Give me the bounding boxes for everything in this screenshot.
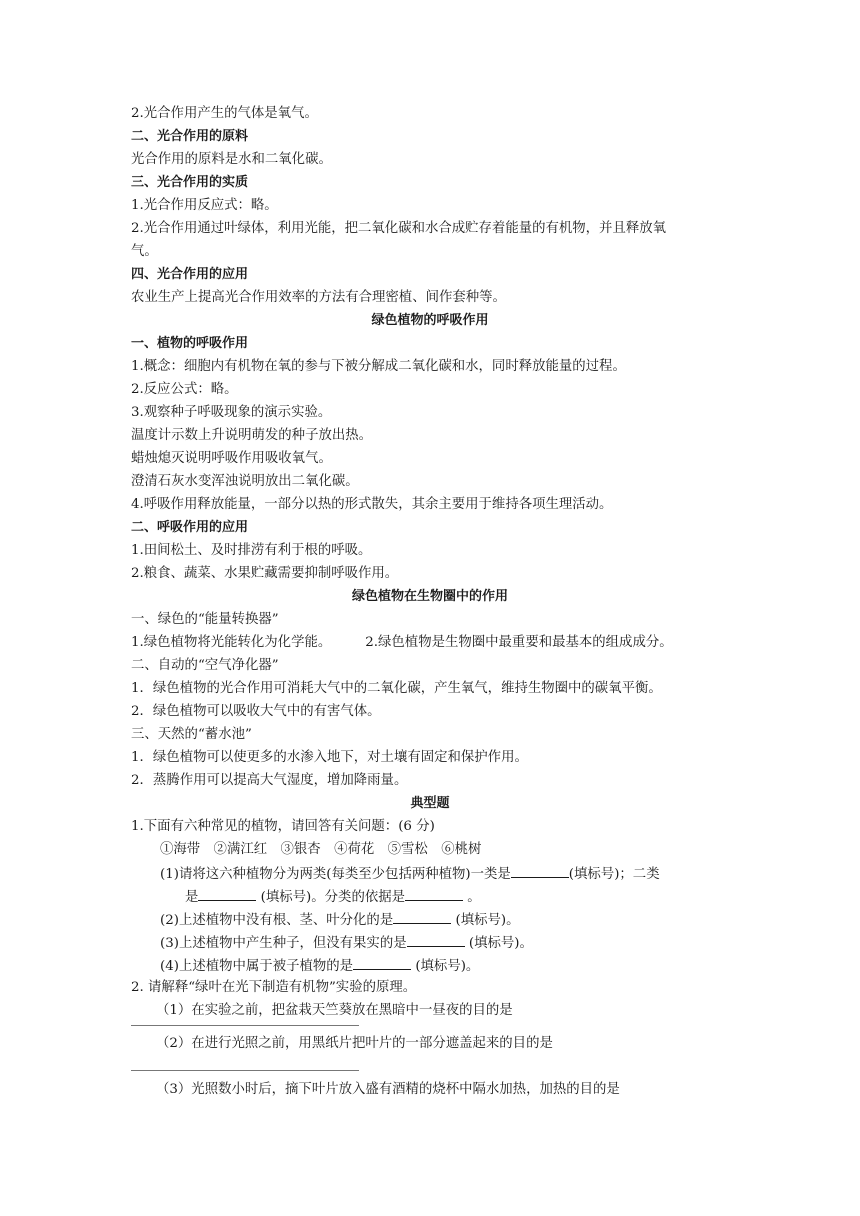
question-1-part-1-cont bbox=[185, 886, 785, 906]
text-segment: (1)请将这六种植物分为两类(每类至少包括两种植物)一类是 bbox=[160, 867, 511, 882]
text-segment: (填标号)。 bbox=[468, 936, 533, 951]
text-segment: (填标号)。分类的依据是 bbox=[260, 890, 406, 905]
text-line: 蜡烛熄灭说明呼吸作用吸收氧气。 bbox=[131, 451, 332, 466]
text-line: 2.反应公式：略。 bbox=[131, 382, 238, 397]
text-line: 农业生产上提高光合作用效率的方法有合理密植、间作套种等。 bbox=[131, 290, 506, 305]
text-segment: (填标号)。 bbox=[455, 913, 520, 928]
text-line: 1.光合作用反应式：略。 bbox=[131, 198, 278, 213]
answer-blank[interactable] bbox=[405, 886, 463, 901]
text-line bbox=[131, 633, 731, 653]
text-segment: (4)上述植物中属于被子植物的是 bbox=[160, 959, 354, 974]
text-line: 1.田间松土、及时排涝有利于根的呼吸。 bbox=[131, 543, 372, 558]
section-heading: 二、呼吸作用的应用 bbox=[131, 520, 249, 535]
section-heading: 一、植物的呼吸作用 bbox=[131, 336, 249, 351]
text-line: 2.光合作用产生的气体是氧气。 bbox=[131, 106, 318, 121]
question-1-part-3 bbox=[160, 932, 760, 952]
text-segment: (填标号)；二类 bbox=[568, 867, 660, 882]
text-segment: 1.绿色植物将光能转化为化学能。 bbox=[131, 635, 332, 650]
answer-blank[interactable] bbox=[198, 886, 256, 901]
answer-blank[interactable] bbox=[393, 909, 451, 924]
text-segment: (填标号)。 bbox=[415, 959, 480, 974]
text-line: 1．绿色植物的光合作用可消耗大气中的二氧化碳，产生氧气，维持生物圈中的碳氧平衡。 bbox=[131, 681, 662, 696]
text-segment: 是 bbox=[185, 890, 199, 905]
text-line: 二、自动的“空气净化器” bbox=[131, 658, 279, 673]
question-1-part-2 bbox=[160, 909, 760, 929]
text-segment: 。 bbox=[467, 890, 481, 905]
plant-options: ①海带 ②满江红 ③银杏 ④荷花 ⑤雪松 ⑥桃树 bbox=[160, 842, 482, 857]
question-2-part-1: （1）在实验之前，把盆栽天竺葵放在黑暗中一昼夜的目的是 bbox=[156, 1003, 513, 1018]
page-title: 绿色植物的呼吸作用 bbox=[371, 313, 489, 328]
text-line: 2.粮食、蔬菜、水果贮藏需要抑制呼吸作用。 bbox=[131, 566, 399, 581]
answer-blank[interactable] bbox=[353, 955, 411, 970]
text-line: 1.概念：细胞内有机物在氧的参与下被分解成二氧化碳和水，同时释放能量的过程。 bbox=[131, 359, 626, 374]
text-line: 2．绿色植物可以吸收大气中的有害气体。 bbox=[131, 704, 381, 719]
text-line: 2.光合作用通过叶绿体，利用光能，把二氧化碳和水合成贮存着能量的有机物，并且释放氧 bbox=[131, 221, 667, 236]
section-heading: 二、光合作用的原料 bbox=[131, 129, 249, 144]
section-heading: 四、光合作用的应用 bbox=[131, 267, 249, 282]
question-1-part-1 bbox=[160, 863, 760, 883]
answer-blank[interactable] bbox=[407, 932, 465, 947]
text-line: 温度计示数上升说明萌发的种子放出热。 bbox=[131, 428, 373, 443]
answer-blank[interactable] bbox=[511, 863, 569, 878]
text-segment: (3)上述植物中产生种子，但没有果实的是 bbox=[160, 936, 407, 951]
text-line: 1．绿色植物可以使更多的水渗入地下，对土壤有固定和保护作用。 bbox=[131, 750, 528, 765]
question-2-part-3: （3）光照数小时后，摘下叶片放入盛有酒精的烧杯中隔水加热，加热的目的是 bbox=[156, 1082, 620, 1097]
text-line: 一、绿色的“能量转换器” bbox=[131, 612, 279, 627]
text-line: 澄清石灰水变浑浊说明放出二氧化碳。 bbox=[131, 474, 359, 489]
question-1: 1.下面有六种常见的植物，请回答有关问题：(6 分) bbox=[131, 819, 435, 834]
text-line: 气。 bbox=[131, 244, 158, 259]
text-segment: (2)上述植物中没有根、茎、叶分化的是 bbox=[160, 913, 394, 928]
text-segment: 2.绿色植物是生物圈中最重要和最基本的组成成分。 bbox=[365, 635, 673, 650]
text-line: 三、天然的“蓄水池” bbox=[131, 727, 252, 742]
text-line: 4.呼吸作用释放能量，一部分以热的形式散失，其余主要用于维持各项生理活动。 bbox=[131, 497, 613, 512]
page-title: 绿色植物在生物圈中的作用 bbox=[351, 589, 508, 604]
answer-line[interactable] bbox=[131, 1070, 359, 1071]
text-line: 光合作用的原料是水和二氧化碳。 bbox=[131, 152, 332, 167]
page-title: 典型题 bbox=[410, 796, 450, 811]
text-line: 2．蒸腾作用可以提高大气湿度，增加降雨量。 bbox=[131, 773, 408, 788]
question-2-part-2: （2）在进行光照之前，用黑纸片把叶片的一部分遮盖起来的目的是 bbox=[156, 1036, 553, 1051]
question-2: 2. 请解释“绿叶在光下制造有机物”实验的原理。 bbox=[131, 980, 417, 995]
question-1-part-4 bbox=[160, 955, 760, 975]
text-line: 3.观察种子呼吸现象的演示实验。 bbox=[131, 405, 332, 420]
section-heading: 三、光合作用的实质 bbox=[131, 175, 249, 190]
answer-line[interactable] bbox=[131, 1025, 359, 1026]
